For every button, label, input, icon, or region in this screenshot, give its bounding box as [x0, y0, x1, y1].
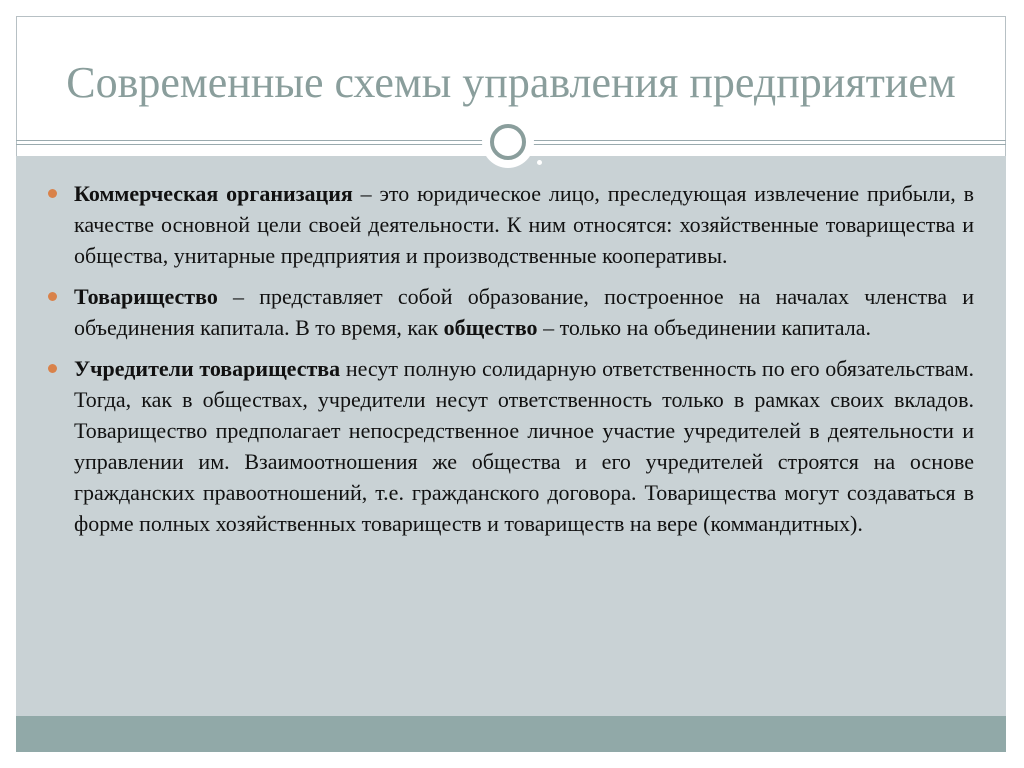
- bullet-text: – это юридическое лицо, преследующая извлечение прибыли, в качестве основной цели своей деятельности. К ним относятся: хозяйственные товарищества и общества, унитарные предприятия и производственные кооперативы.: [74, 181, 975, 268]
- list-item: [48, 178, 974, 271]
- bullet-dot-icon: [48, 292, 57, 301]
- bullet-dot-icon: [48, 189, 57, 198]
- bullet-text: – представляет собой образование, построенное на началах членства и объединения капитала. В то время, как: [74, 284, 974, 340]
- bullet-text-end: – только на объединении капитала.: [537, 315, 871, 340]
- ring-ornament-inner: [490, 124, 526, 160]
- ring-ornament-icon: [482, 116, 534, 168]
- list-item: [48, 281, 974, 343]
- bullet-text: несут полную солидарную ответственность по его обязательствам. Тогда, как в обществах, учредители несут ответственность только в рамках своих вкладов. Товарищество предполагает непосредственное личное участие учредителей в деятельности и управлении им. Взаимоотношения же общества и его учредителей строятся на основе гражданских правоотношений, т.е. гражданского договора. Товарищества могут создаваться в форме полных хозяйственных товариществ и товариществ на вере (коммандитных).: [74, 356, 974, 536]
- page-title: Современные схемы управления предприятием: [66, 58, 956, 108]
- ring-ornament-dot: [537, 160, 542, 165]
- list-item: [48, 353, 974, 539]
- bullet-term: Учредители товарищества: [74, 356, 341, 381]
- bullet-list: [48, 178, 974, 549]
- bullet-term-secondary: общество: [443, 315, 538, 340]
- bullet-term: Товарищество: [74, 284, 218, 309]
- bullet-dot-icon: [48, 364, 57, 373]
- footer-band: [16, 716, 1006, 752]
- bullet-term: Коммерческая организация: [74, 181, 353, 206]
